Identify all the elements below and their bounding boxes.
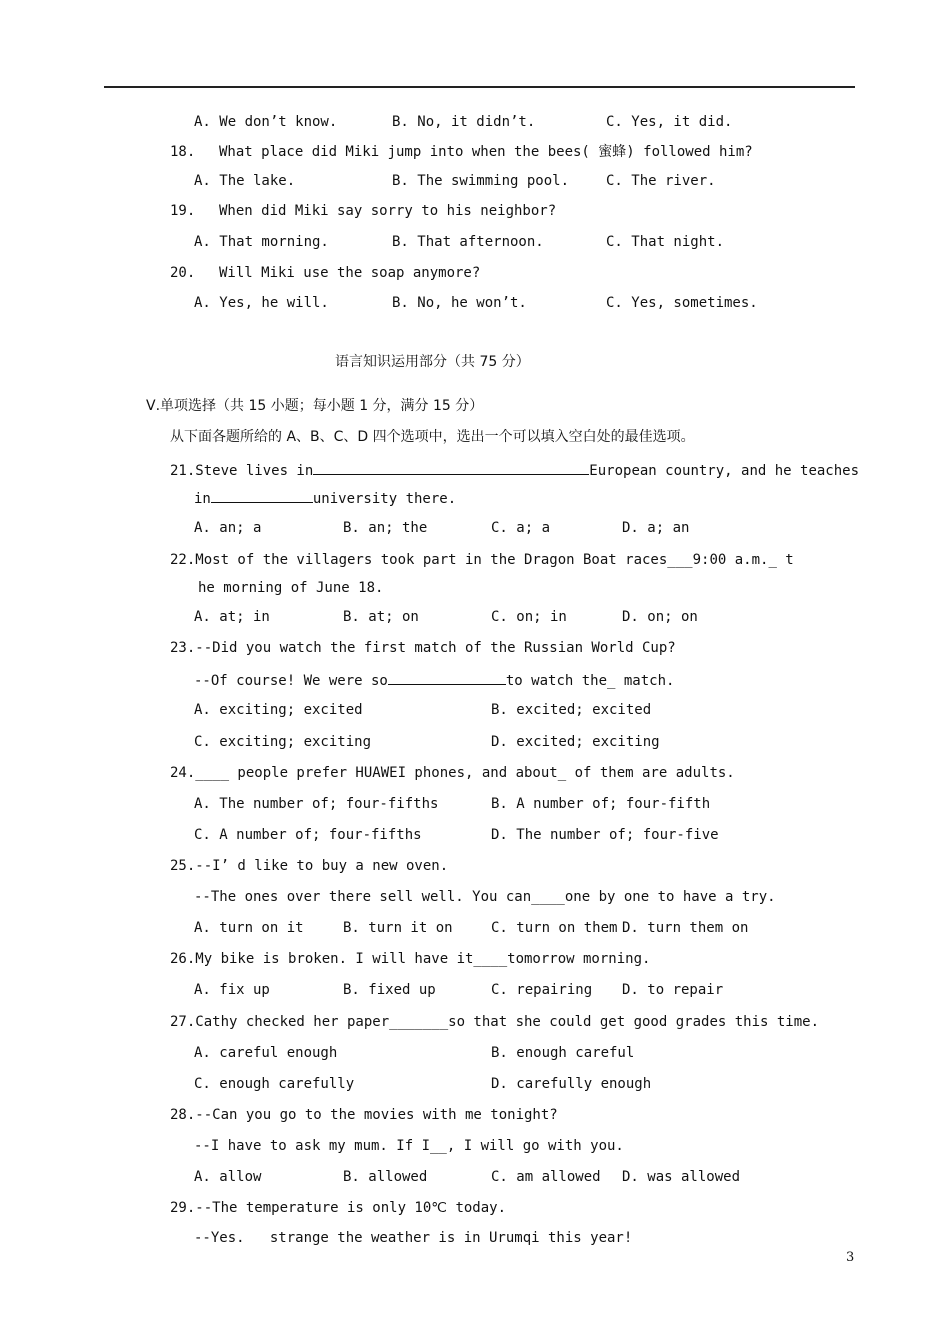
q22-line1: 22.Most of the villagers took part in the Dragon Boat races___9:00 a.m._ t [170, 552, 794, 568]
q22-option-a: A. at; in [194, 609, 270, 625]
q23-line2-end: to watch the_ match. [505, 673, 675, 689]
page-number: 3 [846, 1250, 855, 1265]
q22-option-b: B. at; on [343, 609, 419, 625]
q22-option-d: D. on; on [622, 609, 698, 625]
q19-number: 19. [170, 203, 196, 219]
q21-option-c: C. a; a [491, 520, 551, 536]
q21-blank-2 [211, 488, 313, 503]
q17-option-b: B. No, it didn’t. [392, 114, 536, 130]
q18-option-a: A. The lake. [194, 173, 296, 189]
q22-line2: he morning of June 18. [198, 580, 384, 596]
q19-option-b: B. That afternoon. [392, 234, 544, 250]
q20-number: 20. [170, 265, 196, 281]
q24-option-a: A. The number of; four-fifths [194, 796, 439, 812]
q28-option-d: D. was allowed [622, 1169, 741, 1185]
section-title: 语言知识运用部分（共 75 分） [335, 354, 530, 370]
part5-heading: Ⅴ.单项选择（共 15 小题；每小题 1 分，满分 15 分） [146, 398, 484, 414]
q27-option-a: A. careful enough [194, 1045, 338, 1061]
q25-line2: --The ones over there sell well. You can____one by one to have a try. [194, 889, 776, 905]
q26-line1: 26.My bike is broken. I will have it____tomorrow morning. [170, 951, 651, 967]
q23-option-d: D. excited; exciting [491, 734, 660, 750]
q26-option-d: D. to repair [622, 982, 724, 998]
q24-option-b: B. A number of; four-fifth [491, 796, 711, 812]
q27-option-c: C. enough carefully [194, 1076, 355, 1092]
q25-option-d: D. turn them on [622, 920, 749, 936]
q21-option-b: B. an; the [343, 520, 428, 536]
q24-option-d: D. The number of; four-five [491, 827, 719, 843]
q28-line2: --I have to ask my mum. If I__, I will go with you. [194, 1138, 624, 1154]
q28-option-a: A. allow [194, 1169, 262, 1185]
q21-option-a: A. an; a [194, 520, 262, 536]
q21-line2-start: in [194, 491, 211, 507]
q21-line1 [170, 460, 859, 480]
q18-option-c: C. The river. [606, 173, 716, 189]
q19-option-c: C. That night. [606, 234, 725, 250]
q20-option-a: A. Yes, he will. [194, 295, 329, 311]
q23-line1: 23.--Did you watch the first match of the Russian World Cup? [170, 640, 676, 656]
q23-line2-start: --Of course! We were so [194, 673, 388, 689]
q20-option-b: B. No, he won’t. [392, 295, 527, 311]
q19-option-a: A. That morning. [194, 234, 329, 250]
q21-option-d: D. a; an [622, 520, 690, 536]
q23-blank [388, 670, 506, 685]
q24-option-c: C. A number of; four-fifths [194, 827, 422, 843]
q23-option-b: B. excited; excited [491, 702, 652, 718]
q21-text-start: 21.Steve lives in [170, 463, 314, 479]
q25-line1: 25.--I’ d like to buy a new oven. [170, 858, 449, 874]
q23-option-c: C. exciting; exciting [194, 734, 372, 750]
q19-question: When did Miki say sorry to his neighbor? [219, 203, 557, 219]
q27-line1: 27.Cathy checked her paper_______so that she could get good grades this time. [170, 1014, 820, 1030]
q26-option-a: A. fix up [194, 982, 270, 998]
q18-number: 18. [170, 144, 196, 160]
q20-option-c: C. Yes, sometimes. [606, 295, 758, 311]
q23-option-a: A. exciting; excited [194, 702, 363, 718]
q28-option-b: B. allowed [343, 1169, 428, 1185]
q26-option-b: B. fixed up [343, 982, 436, 998]
q26-option-c: C. repairing [491, 982, 593, 998]
q27-option-d: D. carefully enough [491, 1076, 652, 1092]
q27-option-b: B. enough careful [491, 1045, 635, 1061]
q21-text-end: European country, and he teaches [589, 463, 860, 479]
q29-line1: 29.--The temperature is only 10℃ today. [170, 1200, 507, 1216]
q20-question: Will Miki use the soap anymore? [219, 265, 481, 281]
q25-option-b: B. turn it on [343, 920, 453, 936]
q21-blank-1 [313, 460, 589, 475]
q25-option-a: A. turn on it [194, 920, 304, 936]
q17-option-a: A. We don’t know. [194, 114, 338, 130]
q22-option-c: C. on; in [491, 609, 567, 625]
q23-line2 [194, 670, 674, 690]
q18-question: What place did Miki jump into when the bees( 蜜蜂) followed him? [219, 144, 753, 160]
q28-line1: 28.--Can you go to the movies with me tonight? [170, 1107, 558, 1123]
part5-instruction: 从下面各题所给的 A、B、C、D 四个选项中，选出一个可以填入空白处的最佳选项。 [170, 429, 695, 445]
header-rule [104, 86, 855, 88]
q21-line2-end: university there. [312, 491, 457, 507]
q28-option-c: C. am allowed [491, 1169, 601, 1185]
q24-line1: 24.____ people prefer HUAWEI phones, and about_ of them are adults. [170, 765, 735, 781]
q21-line2 [194, 488, 456, 508]
q18-option-b: B. The swimming pool. [392, 173, 570, 189]
q29-line2: --Yes. strange the weather is in Urumqi this year! [194, 1230, 633, 1246]
q17-option-c: C. Yes, it did. [606, 114, 733, 130]
q25-option-c: C. turn on them [491, 920, 618, 936]
